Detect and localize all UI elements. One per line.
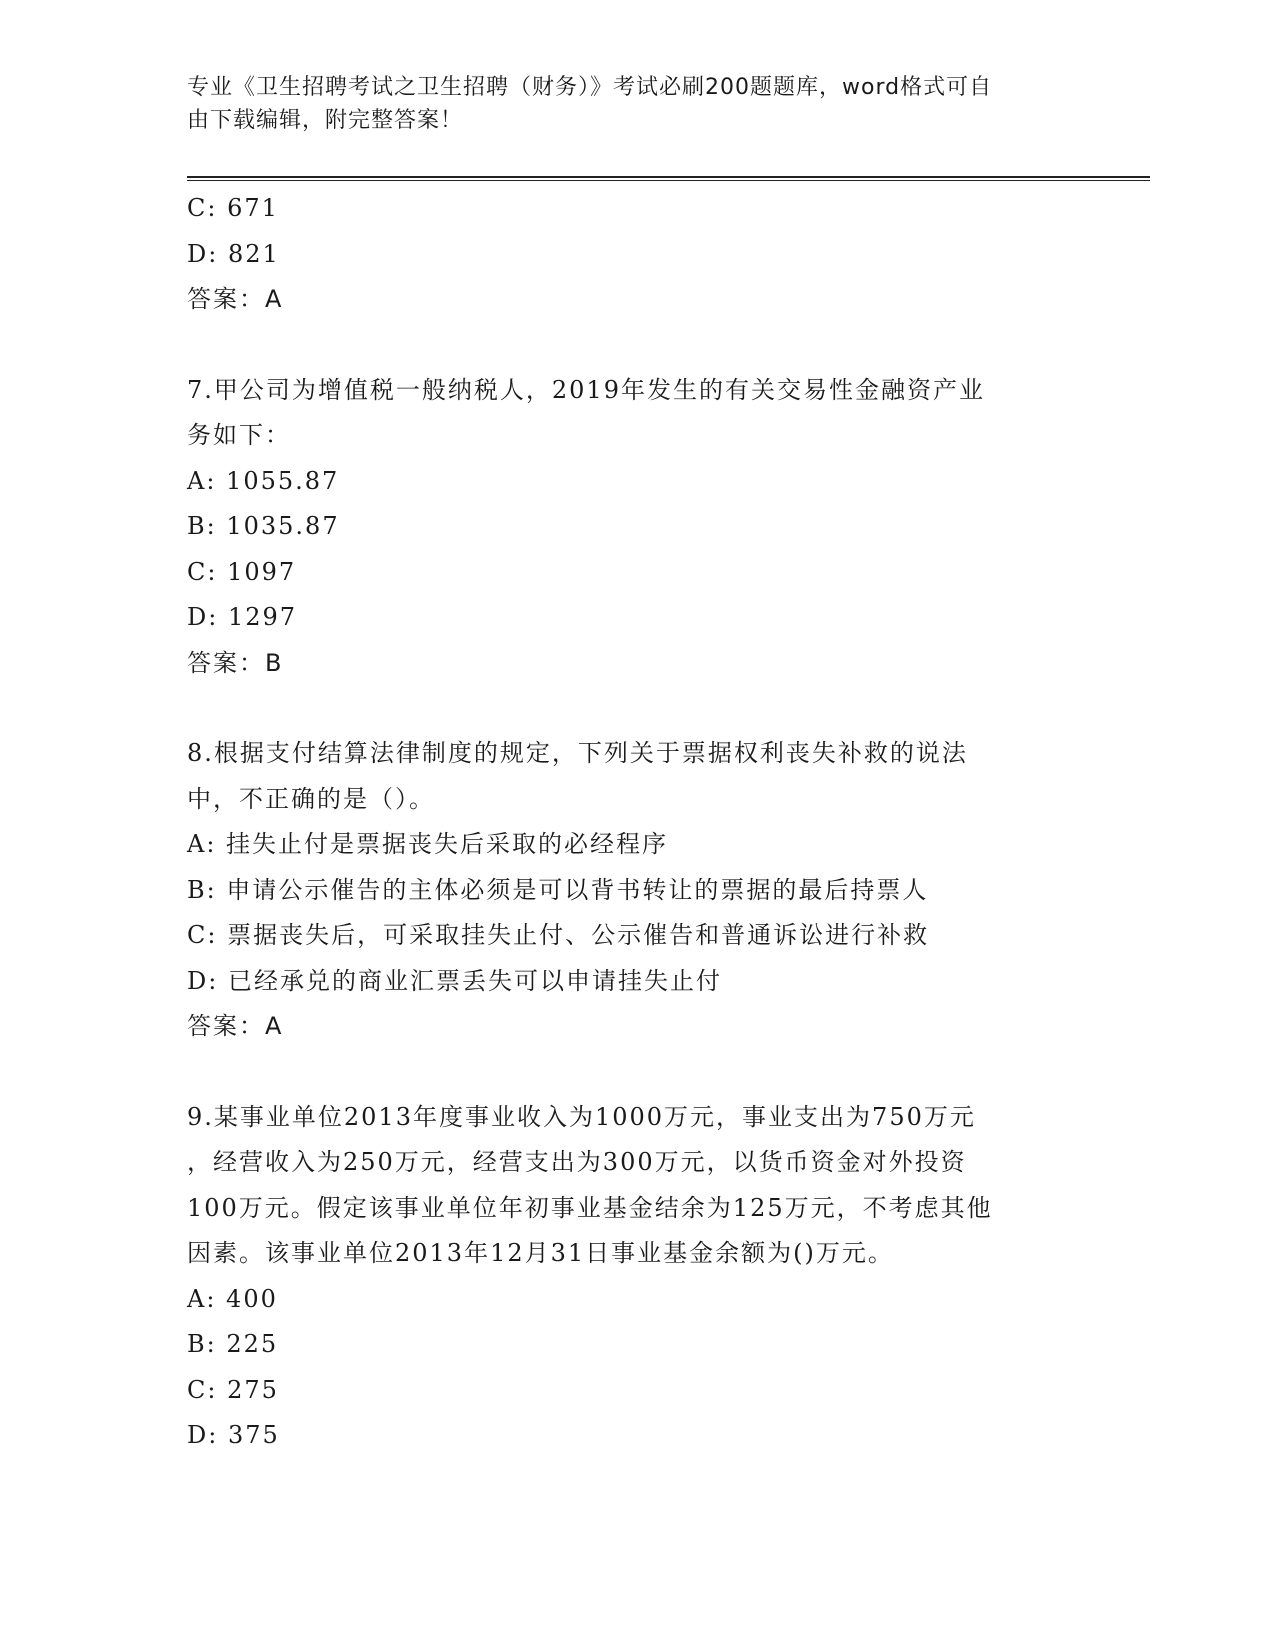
question-stem: 中，不正确的是（）。 (187, 784, 435, 813)
option-d: D: 375 (187, 1421, 280, 1449)
question-stem: 因素。该事业单位2013年12月31日事业基金余额为()万元。 (187, 1239, 894, 1267)
question-gap (187, 1050, 1067, 1095)
question-7 (187, 368, 1067, 687)
question-stem: 9.某事业单位2013年度事业收入为1000万元，事业支出为750万元 (187, 1102, 976, 1131)
question-gap (187, 323, 1067, 368)
question-stem: 100万元。假定该事业单位年初事业基金结余为125万元，不考虑其他 (187, 1193, 993, 1222)
answer-text: 答案：B (187, 648, 284, 677)
question-8 (187, 731, 1067, 1050)
option-c: C: 1097 (187, 557, 297, 586)
option-b: B: 225 (187, 1330, 279, 1358)
option-c: C: 票据丧失后，可采取挂失止付、公示催告和普通诉讼进行补救 (187, 921, 930, 949)
question-stem: 8.根据支付结算法律制度的规定，下列关于票据权利丧失补救的说法 (187, 739, 968, 767)
option-d: D: 已经承兑的商业汇票丢失可以申请挂失止付 (187, 966, 722, 995)
answer-text: 答案：A (187, 285, 284, 313)
question-stem: ，经营收入为250万元，经营支出为300万元，以货币资金对外投资 (187, 1148, 967, 1176)
option-a: A: 400 (187, 1284, 278, 1313)
question-9 (187, 1095, 1067, 1459)
option-c: C: 275 (187, 1375, 279, 1404)
document-header (187, 71, 1067, 137)
question-stem: 7.甲公司为增值税一般纳税人，2019年发生的有关交易性金融资产业 (187, 375, 985, 404)
question-list (187, 186, 1067, 1459)
question-stem: 务如下： (187, 421, 291, 449)
answer-text: 答案：A (187, 1012, 284, 1040)
option-a: A: 挂失止付是票据丧失后采取的必经程序 (187, 830, 669, 858)
option-b: B: 1035.87 (187, 512, 340, 540)
option-c: C: 671 (187, 194, 279, 222)
header-line-2: 由下载编辑，附完整答案！ (187, 108, 464, 133)
header-line-1: 专业《卫生招聘考试之卫生招聘（财务）》考试必刷200题题库，word格式可自 (187, 75, 993, 100)
header-divider (187, 176, 1150, 181)
option-a: A: 1055.87 (187, 466, 340, 495)
question-gap (187, 686, 1067, 731)
question-6-tail (187, 186, 1067, 323)
option-b: B: 申请公示催告的主体必须是可以背书转让的票据的最后持票人 (187, 875, 929, 904)
option-d: D: 1297 (187, 603, 298, 631)
option-d: D: 821 (187, 239, 280, 268)
